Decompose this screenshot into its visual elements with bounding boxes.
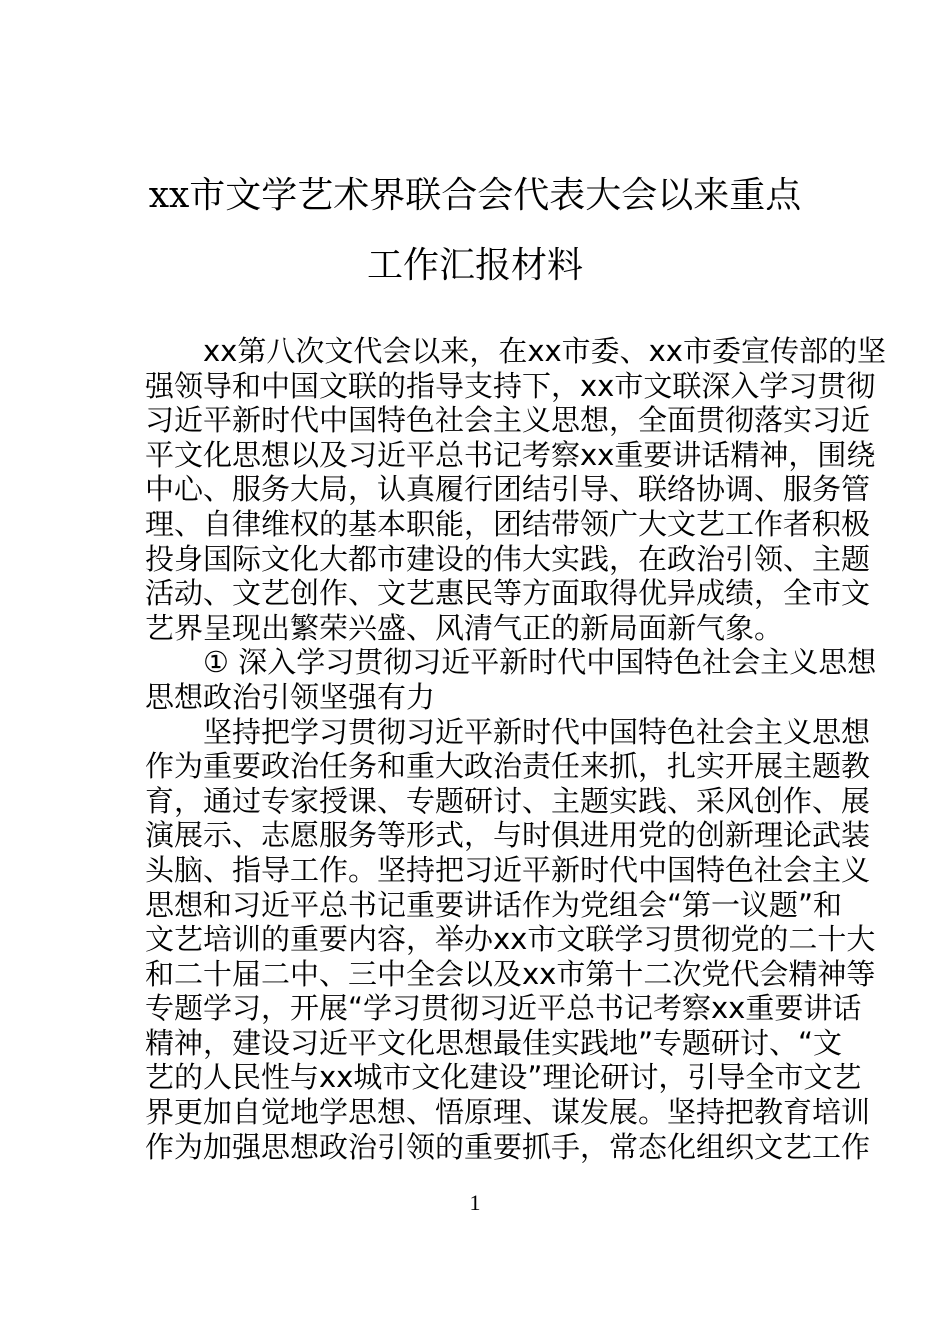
section-heading: [145, 645, 877, 714]
text-line: 演展示、志愿服务等形式，与时俱进用党的创新理论武装: [145, 818, 871, 853]
text-line: 和二十届二中、三中全会以及xx市第十二次党代会精神等: [145, 956, 876, 991]
text-line: 育，通过专家授课、专题研讨、主题实践、采风创作、展: [145, 783, 871, 818]
text-line: 思想和习近平总书记重要讲话作为党组会“第一议题”和: [145, 887, 843, 922]
text-line: 专题学习，开展“学习贯彻习近平总书记考察xx重要讲话: [145, 991, 862, 1026]
text-line: 界更加自觉地学思想、悟原理、谋发展。坚持把教育培训: [145, 1095, 871, 1130]
document-title-line-2: 工作汇报材料: [366, 245, 583, 286]
document-title-line-1: xx市文学艺术界联合会代表大会以来重点: [148, 175, 802, 216]
text-line: 作为加强思想政治引领的重要抓手，常态化组织文艺工作: [145, 1129, 871, 1164]
text-line: 平文化思想以及习近平总书记考察xx重要讲话精神，围绕: [145, 437, 876, 472]
text-line: 中心、服务大局，认真履行团结引导、联络协调、服务管: [145, 472, 871, 507]
page-number: 1: [469, 1190, 481, 1215]
text-line: 艺界呈现出繁荣兴盛、风清气正的新局面新气象。: [145, 610, 784, 645]
text-line: 文艺培训的重要内容，举办xx市文联学习贯彻党的二十大: [145, 922, 876, 957]
text-line: 艺的人民性与xx城市文化建设”理论研讨，引导全市文艺: [145, 1060, 862, 1095]
text-line: 作为重要政治任务和重大政治责任来抓，扎实开展主题教: [145, 749, 871, 784]
text-line: 强领导和中国文联的指导支持下，xx市文联深入学习贯彻: [145, 368, 876, 403]
text-line: xx第八次文代会以来，在xx市委、xx市委宣传部的坚: [203, 334, 886, 368]
text-line: 精神，建设习近平文化思想最佳实践地”专题研讨、“文: [145, 1025, 843, 1060]
text-line: 头脑、指导工作。坚持把习近平新时代中国特色社会主义: [145, 852, 871, 887]
text-line: ① 深入学习贯彻习近平新时代中国特色社会主义思想: [203, 645, 877, 680]
document-title: [50, 176, 900, 286]
document-body: [145, 334, 886, 1164]
text-line: 理、自律维权的基本职能，团结带领广大文艺工作者积极: [145, 506, 871, 541]
text-line: 坚持把学习贯彻习近平新时代中国特色社会主义思想: [203, 714, 871, 749]
paragraph: [145, 714, 876, 1165]
paragraph: [145, 334, 886, 645]
text-line: 投身国际文化大都市建设的伟大实践，在政治引领、主题: [145, 541, 871, 576]
text-line: 习近平新时代中国特色社会主义思想，全面贯彻落实习近: [145, 403, 871, 438]
text-line: 活动、文艺创作、文艺惠民等方面取得优异成绩，全市文: [145, 576, 871, 611]
text-line: 思想政治引领坚强有力: [145, 679, 436, 714]
